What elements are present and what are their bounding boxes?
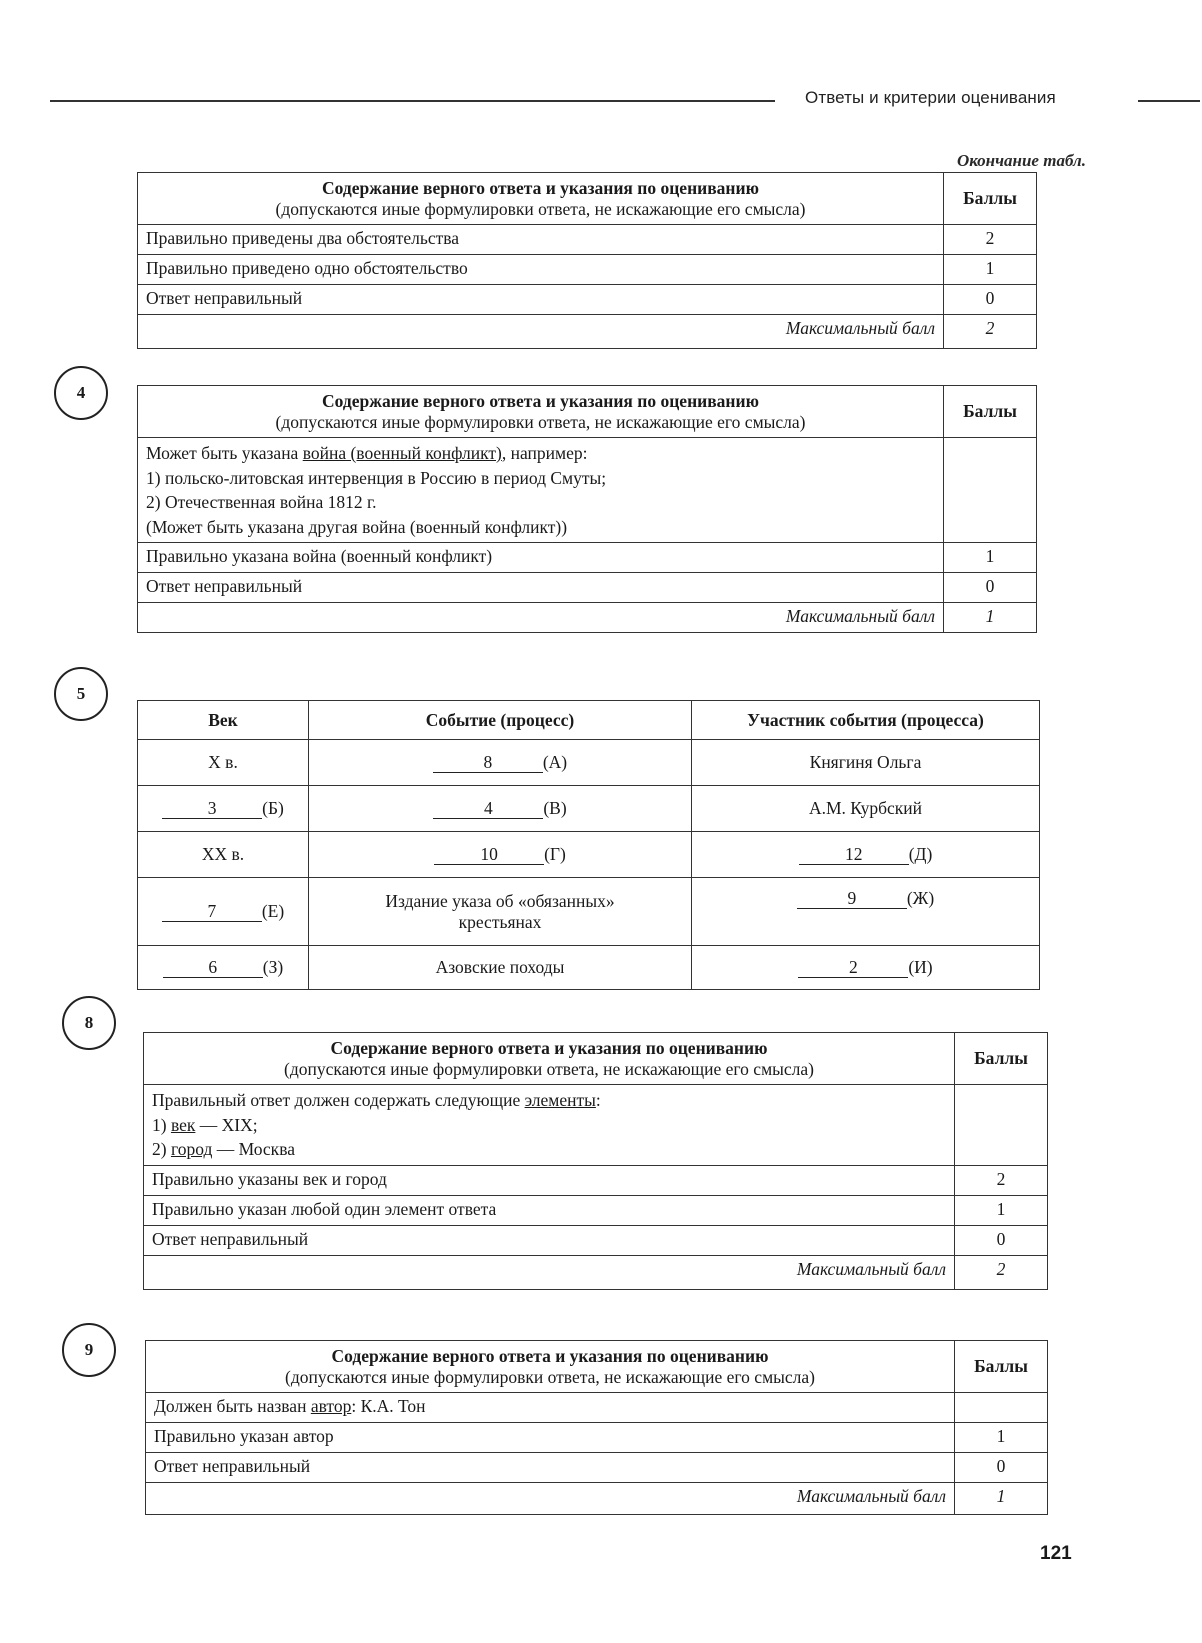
task-number-badge: 5 bbox=[54, 667, 108, 721]
criteria-header-title: Содержание верного ответа и указания по оцениванию bbox=[322, 177, 759, 198]
column-header-event: Событие (процесс) bbox=[309, 701, 692, 740]
running-head-title: Ответы и критерии оценивания bbox=[805, 88, 1056, 107]
criterion-text: Правильно приведены два обстоятельства bbox=[138, 225, 944, 255]
century-cell bbox=[138, 786, 309, 832]
answer-letter: (А) bbox=[542, 751, 568, 772]
criterion-score: 1 bbox=[944, 255, 1037, 285]
answer-line: 1) польско-литовская интервенция в Россию в период Смуты; bbox=[146, 467, 607, 488]
criterion-score: 0 bbox=[944, 573, 1037, 603]
max-score-row bbox=[138, 603, 1037, 633]
answer-line: 2) Отечественная война 1812 г. bbox=[146, 492, 377, 512]
criteria-header bbox=[146, 1341, 955, 1393]
score-column-header: Баллы bbox=[944, 173, 1037, 225]
answer-content-row bbox=[138, 438, 1037, 543]
answer-text: 2) bbox=[152, 1139, 171, 1159]
max-score-label: Максимальный балл bbox=[146, 1483, 955, 1515]
criteria-header-title: Содержание верного ответа и указания по оцениванию bbox=[330, 1037, 768, 1058]
answer-blank: 12 bbox=[799, 845, 909, 865]
criterion-score-empty bbox=[955, 1085, 1048, 1166]
answer-content bbox=[138, 438, 944, 543]
answer-blank: 8 bbox=[433, 753, 543, 773]
criterion-score: 0 bbox=[955, 1225, 1048, 1255]
running-head bbox=[50, 88, 1200, 112]
criteria-header-subtitle: (допускаются иные формулировки ответа, не искажающие его смысла) bbox=[285, 1366, 815, 1387]
answer-blank: 7 bbox=[162, 902, 262, 922]
criterion-score: 1 bbox=[955, 1195, 1048, 1225]
answer-line bbox=[152, 1137, 946, 1162]
table-row bbox=[138, 946, 1040, 990]
max-score-row bbox=[144, 1255, 1048, 1289]
table-row bbox=[144, 1225, 1048, 1255]
answer-blank: 9 bbox=[797, 889, 907, 909]
answer-text: Может быть указана bbox=[146, 443, 303, 463]
criterion-text: Правильно указаны век и город bbox=[144, 1165, 955, 1195]
table-row bbox=[138, 543, 1037, 573]
answer-text: : К.А. Тон bbox=[351, 1396, 426, 1416]
max-score-row bbox=[138, 315, 1037, 349]
answer-blank: 10 bbox=[434, 845, 544, 865]
table-continuation-label: Окончание табл. bbox=[956, 151, 1086, 170]
answer-letter: (В) bbox=[543, 797, 567, 818]
max-score-label: Максимальный балл bbox=[138, 603, 944, 633]
criteria-header bbox=[144, 1033, 955, 1085]
answer-text: : bbox=[595, 1090, 601, 1110]
answer-blank: 4 bbox=[433, 799, 543, 819]
criteria-header-title: Содержание верного ответа и указания по оцениванию bbox=[322, 390, 759, 411]
max-score-label: Максимальный балл bbox=[144, 1255, 955, 1289]
century-cell: X в. bbox=[138, 740, 309, 786]
criterion-text: Правильно указана война (военный конфликт) bbox=[138, 543, 944, 573]
task4-criteria-table bbox=[137, 385, 1037, 633]
event-cell: Азовские походы bbox=[309, 946, 692, 990]
table-row bbox=[146, 1453, 1048, 1483]
criterion-text: Ответ неправильный bbox=[144, 1225, 955, 1255]
table-row bbox=[138, 255, 1037, 285]
answer-text: — XIX; bbox=[195, 1114, 258, 1135]
criterion-score: 1 bbox=[944, 543, 1037, 573]
score-column-header: Баллы bbox=[944, 386, 1037, 438]
event-cell: Издание указа об «обязанных» крестьянах bbox=[309, 878, 692, 946]
participant-cell bbox=[692, 878, 1040, 946]
criterion-score: 0 bbox=[955, 1453, 1048, 1483]
max-score-row bbox=[146, 1483, 1048, 1515]
task3-criteria-table bbox=[137, 172, 1037, 349]
underlined-keyword: автор bbox=[310, 1396, 352, 1416]
criteria-header-subtitle: (допускаются иные формулировки ответа, не искажающие его смысла) bbox=[275, 411, 806, 432]
underlined-keyword: город bbox=[170, 1139, 213, 1159]
max-score-label: Максимальный балл bbox=[138, 315, 944, 349]
table-row bbox=[138, 786, 1040, 832]
criterion-text: Ответ неправильный bbox=[138, 573, 944, 603]
task9-criteria-table bbox=[145, 1340, 1048, 1515]
answer-line bbox=[152, 1113, 946, 1138]
table-row bbox=[144, 1195, 1048, 1225]
table-row bbox=[138, 740, 1040, 786]
answer-text: Должен быть назван bbox=[154, 1396, 311, 1416]
criteria-header bbox=[138, 173, 944, 225]
criterion-text: Правильно приведено одно обстоятельство bbox=[138, 255, 944, 285]
table-row bbox=[138, 285, 1037, 315]
answer-text: , например: bbox=[501, 443, 588, 463]
answer-letter: (Г) bbox=[544, 843, 566, 864]
header-rule-right bbox=[1138, 100, 1200, 102]
task-number-badge: 8 bbox=[62, 996, 116, 1050]
answer-blank: 6 bbox=[163, 958, 263, 978]
answer-letter: (Е) bbox=[261, 900, 285, 921]
underlined-keyword: век bbox=[170, 1114, 196, 1135]
max-score-value: 2 bbox=[944, 315, 1037, 349]
answer-letter: (З) bbox=[262, 956, 284, 977]
criterion-score-empty bbox=[955, 1393, 1048, 1423]
participant-cell: Княгиня Ольга bbox=[692, 740, 1040, 786]
task8-criteria-table bbox=[143, 1032, 1048, 1290]
table-row bbox=[138, 832, 1040, 878]
criterion-text: Ответ неправильный bbox=[146, 1453, 955, 1483]
table-row bbox=[146, 1423, 1048, 1453]
table-row bbox=[138, 225, 1037, 255]
century-cell: XX в. bbox=[138, 832, 309, 878]
criterion-score: 0 bbox=[944, 285, 1037, 315]
table-row bbox=[144, 1165, 1048, 1195]
answer-content-row bbox=[146, 1393, 1048, 1423]
answer-letter: (И) bbox=[908, 956, 933, 977]
header-rule-left bbox=[50, 100, 775, 102]
criterion-text: Правильно указан любой один элемент ответа bbox=[144, 1195, 955, 1225]
answer-line: (Может быть указана другая война (военный конфликт)) bbox=[146, 516, 568, 537]
criterion-text: Правильно указан автор bbox=[146, 1423, 955, 1453]
answer-content bbox=[144, 1085, 955, 1166]
criterion-score: 1 bbox=[955, 1423, 1048, 1453]
max-score-value: 2 bbox=[955, 1255, 1048, 1289]
participant-cell: А.М. Курбский bbox=[692, 786, 1040, 832]
max-score-value: 1 bbox=[944, 603, 1037, 633]
answer-line bbox=[152, 1088, 946, 1113]
score-column-header: Баллы bbox=[955, 1341, 1048, 1393]
answer-content-row bbox=[144, 1085, 1048, 1166]
answer-text: Правильный ответ должен содержать следующие bbox=[152, 1090, 525, 1110]
table-row bbox=[138, 573, 1037, 603]
century-cell bbox=[138, 878, 309, 946]
table-row bbox=[138, 878, 1040, 946]
score-column-header: Баллы bbox=[955, 1033, 1048, 1085]
event-cell bbox=[309, 740, 692, 786]
answer-letter: (Б) bbox=[262, 797, 284, 818]
answer-content bbox=[146, 1393, 955, 1423]
participant-cell bbox=[692, 832, 1040, 878]
task5-events-table bbox=[137, 700, 1040, 990]
underlined-keyword: война (военный конфликт) bbox=[302, 443, 502, 463]
column-header-century: Век bbox=[138, 701, 309, 740]
criterion-text: Ответ неправильный bbox=[138, 285, 944, 315]
task-number-badge: 9 bbox=[62, 1323, 116, 1377]
criteria-header bbox=[138, 386, 944, 438]
answer-text: — Москва bbox=[212, 1139, 295, 1159]
answer-letter: (Ж) bbox=[906, 888, 935, 908]
criterion-score: 2 bbox=[944, 225, 1037, 255]
answer-blank: 2 bbox=[798, 958, 908, 978]
event-cell bbox=[309, 832, 692, 878]
criteria-header-title: Содержание верного ответа и указания по оцениванию bbox=[331, 1345, 769, 1366]
answer-letter: (Д) bbox=[908, 843, 933, 864]
answer-text: 1) bbox=[152, 1114, 171, 1135]
participant-cell bbox=[692, 946, 1040, 990]
column-header-participant: Участник события (процесса) bbox=[692, 701, 1040, 740]
page-number: 121 bbox=[1040, 1543, 1072, 1564]
criterion-score-empty bbox=[944, 438, 1037, 543]
century-cell bbox=[138, 946, 309, 990]
criteria-header-subtitle: (допускаются иные формулировки ответа, не искажающие его смысла) bbox=[284, 1058, 814, 1079]
criterion-score: 2 bbox=[955, 1165, 1048, 1195]
criteria-header-subtitle: (допускаются иные формулировки ответа, не искажающие его смысла) bbox=[275, 198, 806, 219]
answer-blank: 3 bbox=[162, 799, 262, 819]
event-cell bbox=[309, 786, 692, 832]
underlined-keyword: элементы bbox=[524, 1090, 596, 1110]
max-score-value: 1 bbox=[955, 1483, 1048, 1515]
answer-line bbox=[146, 441, 935, 466]
task-number-badge: 4 bbox=[54, 366, 108, 420]
